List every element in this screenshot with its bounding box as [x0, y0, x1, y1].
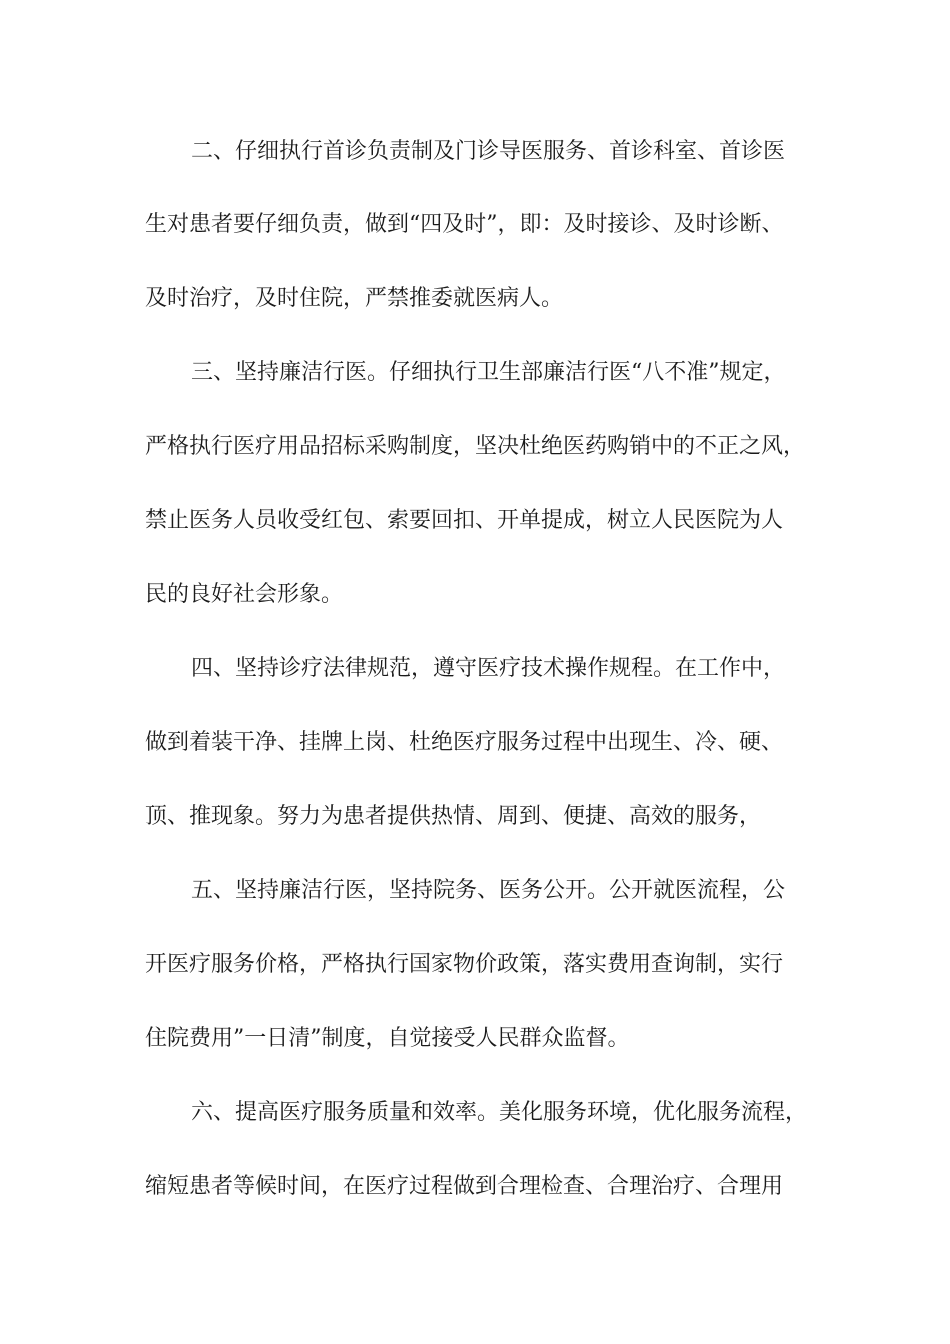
paragraph-3-line-3: 禁止医务人员收受红包、索要回扣、开单提成，树立人民医院为人	[145, 508, 784, 533]
paragraph-6-line-1: 六、提高医疗服务质量和效率。美化服务环境，优化服务流程，	[191, 1100, 808, 1125]
paragraph-4-line-3: 顶、推现象。努力为患者提供热情、周到、便捷、高效的服务，	[145, 804, 762, 829]
paragraph-6-line-2: 缩短患者等候时间，在医疗过程做到合理检查、合理治疗、合理用	[145, 1174, 784, 1199]
paragraph-3-line-2: 严格执行医疗用品招标采购制度，坚决杜绝医药购销中的不正之风，	[145, 434, 806, 459]
paragraph-2-line-2: 生对患者要仔细负责，做到“四及时”，即：及时接诊、及时诊断、	[145, 212, 784, 237]
paragraph-5-line-3: 住院费用”一日清”制度，自觉接受人民群众监督。	[145, 1026, 630, 1051]
paragraph-3-line-4: 民的良好社会形象。	[145, 582, 344, 607]
paragraph-3-line-1: 三、坚持廉洁行医。仔细执行卫生部廉洁行医“八不准”规定，	[191, 360, 786, 385]
paragraph-2-line-1: 二、仔细执行首诊负责制及门诊导医服务、首诊科室、首诊医	[191, 139, 786, 164]
paragraph-4-line-1: 四、坚持诊疗法律规范，遵守医疗技术操作规程。在工作中，	[191, 656, 786, 681]
paragraph-4-line-2: 做到着装干净、挂牌上岗、杜绝医疗服务过程中出现生、冷、硬、	[145, 730, 784, 755]
paragraph-5-line-2: 开医疗服务价格，严格执行国家物价政策，落实费用查询制，实行	[145, 952, 784, 977]
paragraph-2-line-3: 及时治疗，及时住院，严禁推委就医病人。	[145, 286, 564, 311]
paragraph-5-line-1: 五、坚持廉洁行医，坚持院务、医务公开。公开就医流程，公	[191, 878, 786, 903]
